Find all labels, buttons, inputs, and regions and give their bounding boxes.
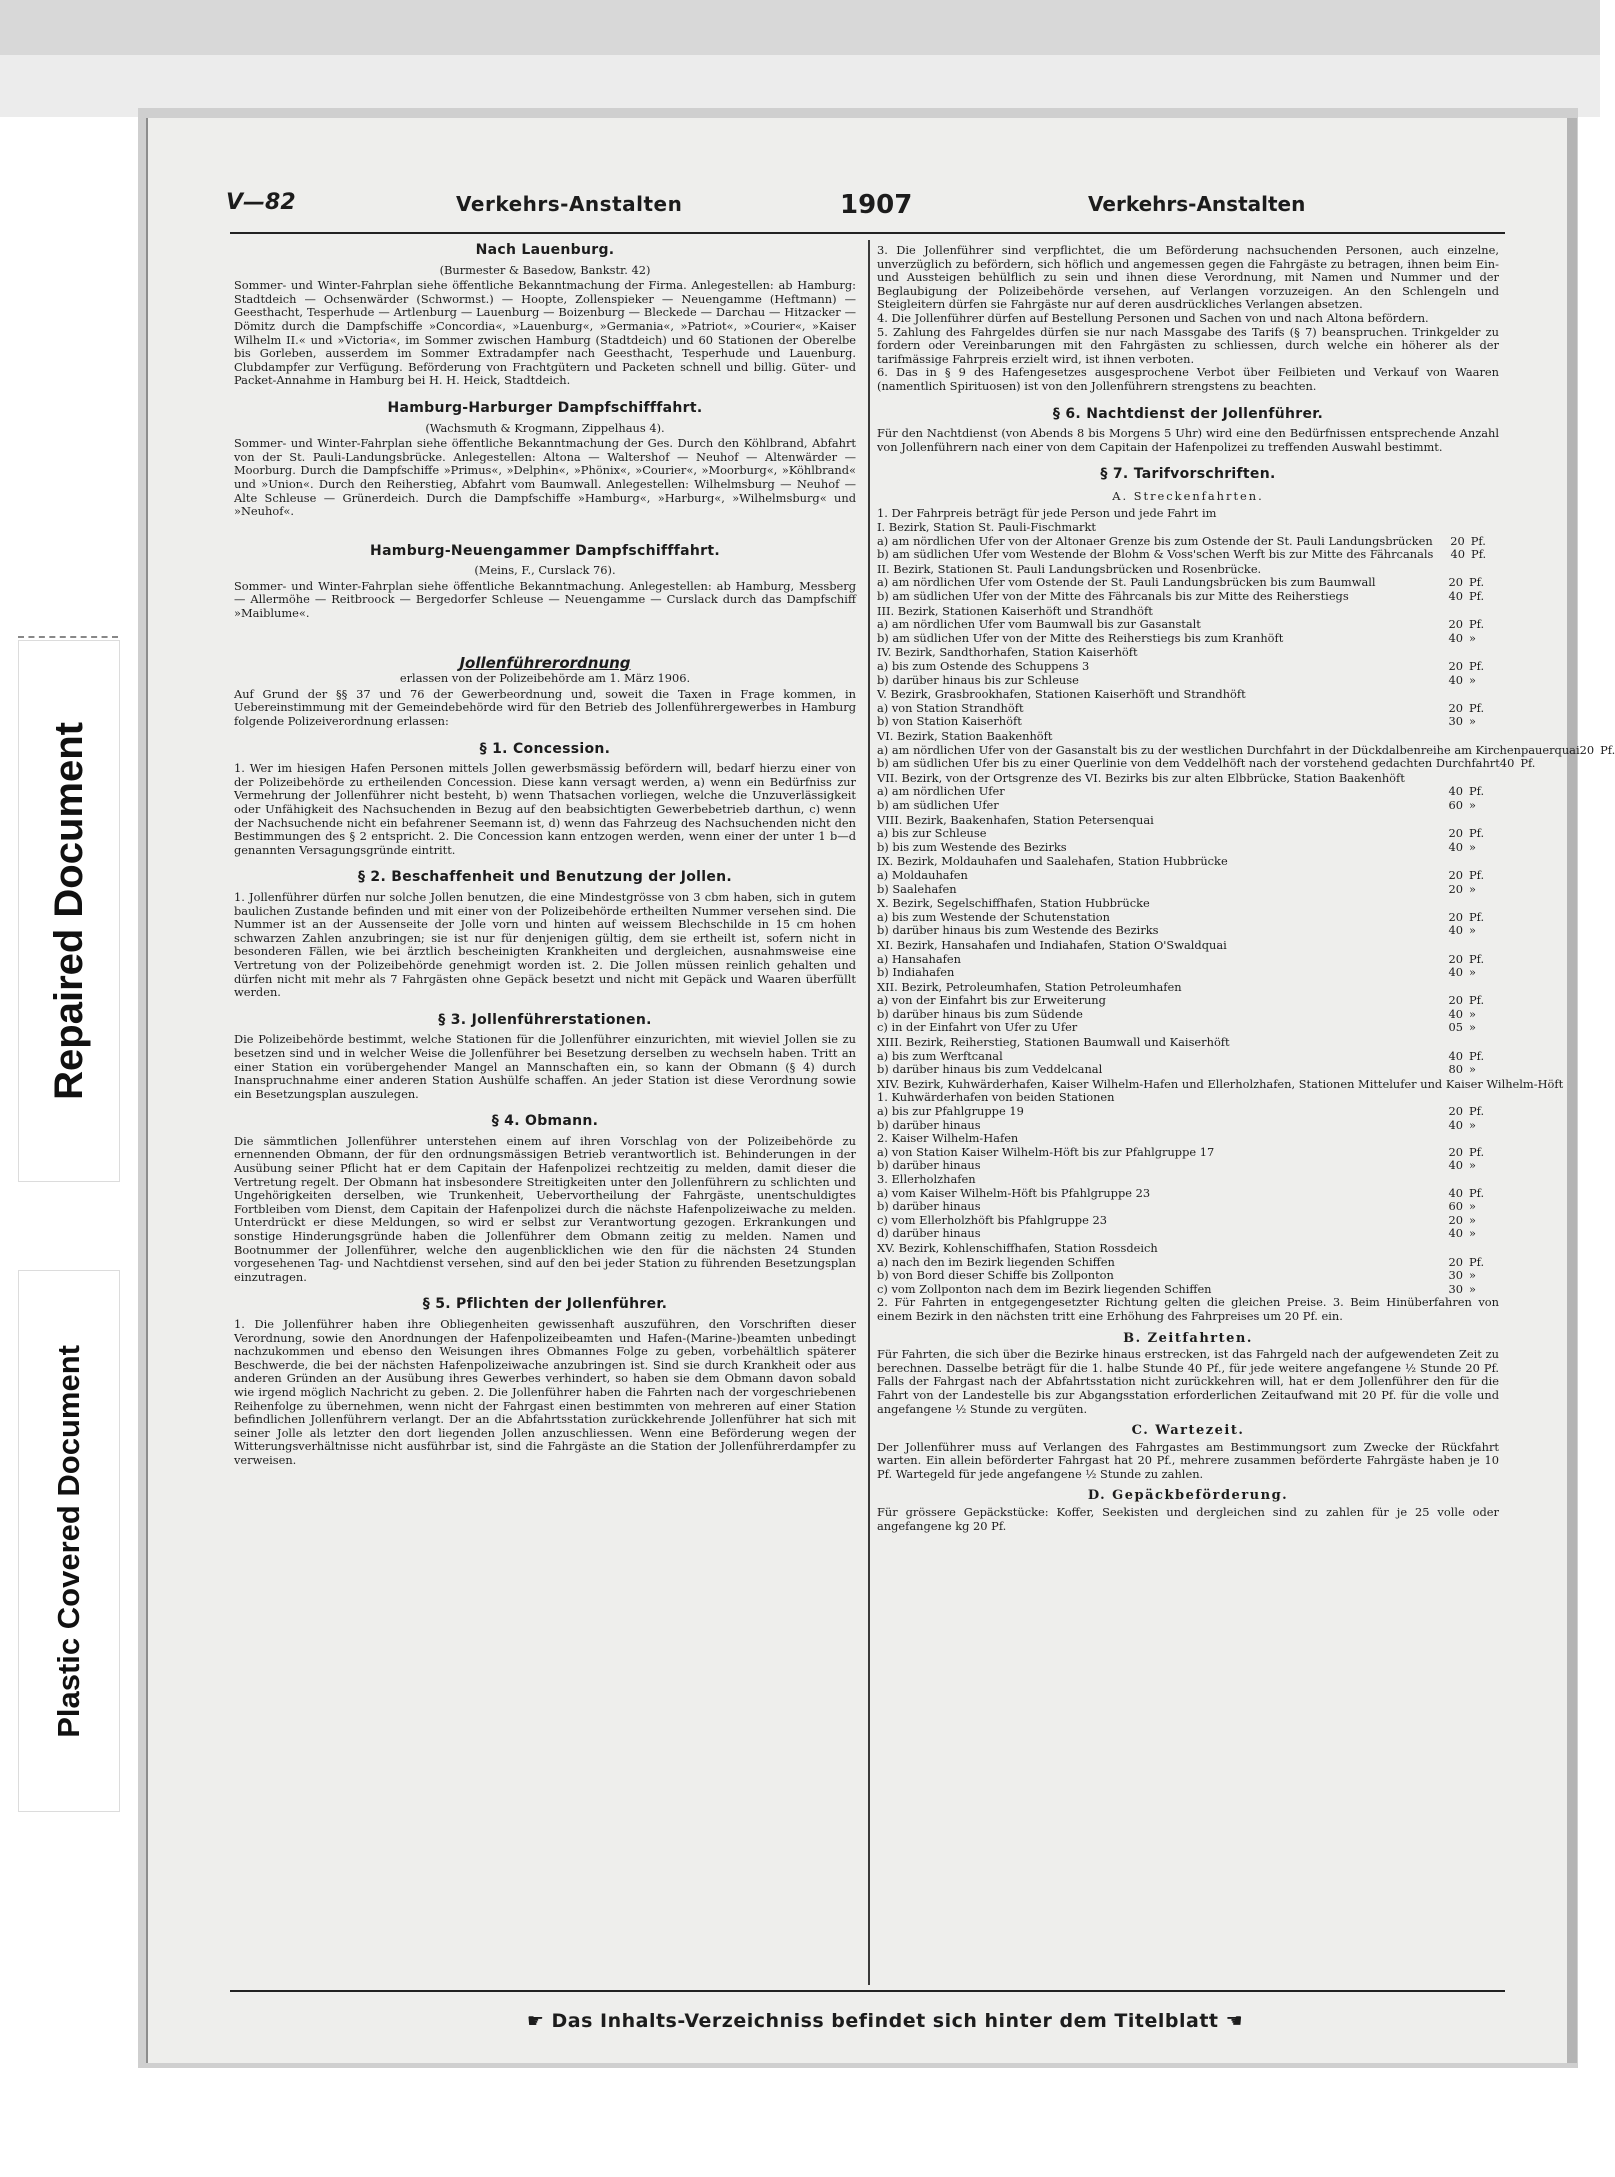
tariff-row-price: 30 (1448, 714, 1463, 729)
tariff-row-label: b) darüber hinaus bis zum Südende (877, 1006, 1083, 1021)
column-divider (868, 240, 870, 1985)
tariff-row-label: a) von Station Kaiser Wilhelm-Höft bis zur Pfahlgruppe 17 (877, 1144, 1215, 1159)
tariff-row-label: IV. Bezirk, Sandthorhafen, Station Kaiserhöft (877, 645, 1138, 660)
section-text: Sommer- und Winter-Fahrplan siehe öffentliche Bekanntmachung der Ges. Durch den Köhlbrand, Abfahrt von der St. Pauli-Landungsbrücke. Anlegestellen: Altona — Waltershof — Neuhof — Altenwärder — Moorburg. Durch die Dampfschiffe »Primus«, »Delphin«, »Phönix«, »Courier«, »Moorburg«, »Köhlbrand« und »Union«. Durch den Reiherstieg, Abfahrt vom Baumwall. Anlegestellen: Wilhelmsburg — Neuhof — Alte Schleuse — Grünerdeich. Durch die Dampfschiffe »Hamburg«, »Harburg«, »Wilhelmsburg« und »Neuhof«. (234, 436, 856, 519)
paragraph-text: 6. Das in § 9 des Hafengesetzes ausgesprochene Verbot über Feilbieten und Verkauf von Waaren (namentlich Spirituosen) ist von den Jollenführern strengstens zu beachten. (877, 365, 1499, 393)
paragraph-text: 3. Die Jollenführer sind verpflichtet, die um Beförderung nachsuchenden Personen, auch einzelne, unverzüglich zu befördern, sich höflich und angemessen gegen die Fahrgäste zu betragen, ihnen beim Ein- und Aussteigen behülflich zu sein und ihnen diese Verordnung, mit Namen und Nummer und der Beglaubigung der Polizeibehörde versehen, auf Verlangen vorzuzeigen. An den Schlengeln und Steigleitern dürfen sie Fahrgäste nur auf deren ausdrückliches Verlangen absetzen. (877, 243, 1499, 312)
tariff-row (877, 1119, 1499, 1133)
tariff-row-label: III. Bezirk, Stationen Kaiserhöft und Strandhöft (877, 603, 1153, 618)
tariff-row-label: b) am südlichen Ufer bis zu einer Querlinie von dem Veddelhöft nach der vorstehend gedachten Durchfahrt (877, 756, 1500, 771)
tariff-row-price: 20 (1448, 617, 1463, 632)
section-text: Sommer- und Winter-Fahrplan siehe öffentliche Bekanntmachung. Anlegestellen: ab Hamburg, Messberg — Allermöhe — Reitbroock — Bergedorfer Schleuse — Neuengamme — Curslack durch das Dampfschiff »Maiblume«. (234, 578, 856, 621)
tariff-row-price: 20 (1448, 1254, 1463, 1269)
tariff-row (877, 827, 1499, 841)
paragraph-text: 1. Jollenführer dürfen nur solche Jollen benutzen, die eine Mindestgrösse von 3 cbm haben, sich in gutem baulichen Zustande befinden und mit einer von der Polizeibehörde ertheilten Nummer versehen sind. Die Nummer ist an der Aussenseite der Jolle vorn und hinten auf weissem Blechschilde in 15 cm hohen schwarzen Zahlen anzubringen; sie ist nur für denjenigen gültig, dem sie ertheilt ist, sofern nicht in besonderen Fällen, wie bei ärztlich bescheinigten Krankheiten und dergleichen, ausnahmsweise eine Vertretung von der Polizeibehörde genehmigt worden ist. 2. Die Jollen müssen reinlich gehalten und dürfen nicht mit mehr als 7 Fahrgästen ohne Gepäck besetzt und nicht mit Gepäck und Waaren überfüllt werden. (234, 889, 856, 1000)
tariff-row (877, 855, 1499, 869)
tariff-row-label: c) vom Zollponton nach dem im Bezirk liegenden Schiffen (877, 1281, 1212, 1296)
tariff-row-label: a) von der Einfahrt bis zur Erweiterung (877, 993, 1106, 1008)
header-year: 1907 (840, 190, 913, 220)
tariff-row-label: b) darüber hinaus (877, 1117, 981, 1132)
ordinance-subtitle: erlassen von der Polizeibehörde am 1. März 1906. (399, 671, 691, 686)
tariff-row-price: 20 (1448, 993, 1463, 1008)
tariff-row (877, 841, 1499, 855)
tariff-row (877, 548, 1499, 562)
paragraph-title: § 5. Pflichten der Jollenführer. (422, 1296, 668, 1313)
pointing-hand-icon: ☛ (526, 2010, 552, 2032)
tariff-row-unit: Pf. (1469, 951, 1485, 966)
tariff-row (877, 1132, 1499, 1146)
tariff-row-price: 40 (1499, 756, 1515, 771)
tariff-row-label: V. Bezirk, Grasbrookhafen, Stationen Kaiserhöft und Strandhöft (877, 687, 1246, 702)
page-header (226, 190, 1311, 224)
tariff-row-price: 40 (1448, 589, 1463, 604)
tariff-row (877, 1050, 1499, 1064)
left-column (234, 244, 856, 1468)
tariff-row-label: b) am südlichen Ufer (877, 797, 999, 812)
tariff-row-price (1429, 1132, 1463, 1146)
tariff-row-unit: Pf. (1469, 867, 1485, 882)
tariff-row-price: 20 (1448, 575, 1463, 590)
tariff-row-label: a) am nördlichen Ufer (877, 784, 1005, 799)
tariff-row-unit (1463, 1173, 1499, 1187)
tariff-row (877, 563, 1499, 577)
section-title: Hamburg-Neuengammer Dampfschifffahrt. (370, 542, 720, 559)
tariff-row-label: XI. Bezirk, Hansahafen und Indiahafen, Station O'Swaldquai (877, 937, 1227, 952)
tariff-row-label: a) nach den im Bezirk liegenden Schiffen (877, 1254, 1115, 1269)
tariff-row-price: 80 (1448, 1062, 1463, 1077)
tariff-subheading: A. Streckenfahrten. (1112, 488, 1264, 503)
tariff-row-unit: Pf. (1469, 659, 1485, 674)
tariff-row-label: II. Bezirk, Stationen St. Pauli Landungsbrücken und Rosenbrücke. (877, 561, 1262, 576)
paragraph-text: Für den Nachtdienst (von Abends 8 bis Morgens 5 Uhr) wird eine den Bedürfnissen entsprechende Anzahl von Jollenführern nach einer von dem Capitain der Hafenpolizei zu treffenden Auswahl bestimmt. (877, 426, 1499, 454)
tariff-row-label: XIII. Bezirk, Reiherstieg, Stationen Baumwall und Kaiserhöft (877, 1035, 1230, 1050)
tariff-row-price (1429, 1242, 1463, 1256)
tariff-row (877, 1227, 1499, 1241)
tariff-row-unit: » (1469, 923, 1476, 938)
tariff-row-price (1429, 1091, 1463, 1105)
tariff-row (877, 660, 1499, 674)
tariff-row-unit: » (1469, 1158, 1476, 1173)
tariff-row (877, 799, 1499, 813)
tariff-row-label: d) darüber hinaus (877, 1226, 981, 1241)
pointing-hand-icon: ☚ (1225, 2010, 1244, 2032)
tariff-row (877, 785, 1499, 799)
tariff-row-price: 40 (1448, 1226, 1463, 1241)
tariff-row-price: 20 (1448, 826, 1463, 841)
tariff-row-label: 3. Ellerholzhafen (877, 1172, 976, 1186)
tariff-row (877, 1214, 1499, 1228)
tariff-row-unit (1463, 605, 1499, 619)
tariff-row-label: a) Moldauhafen (877, 867, 968, 882)
tariff-row-price: 20 (1579, 742, 1595, 757)
tariff-row-unit (1463, 1132, 1499, 1146)
tariff-row (877, 1200, 1499, 1214)
tariff-row (877, 1105, 1499, 1119)
tariff-row-label: b) darüber hinaus (877, 1199, 981, 1214)
header-rule (230, 232, 1505, 234)
tariff-row-unit (1463, 855, 1499, 869)
tariff-row-label: a) bis zur Pfahlgruppe 19 (877, 1104, 1024, 1119)
tariff-row-label: I. Bezirk, Station St. Pauli-Fischmarkt (877, 520, 1096, 535)
tariff-row-unit: Pf. (1469, 1104, 1485, 1119)
header-right-title: Verkehrs-Anstalten (1088, 192, 1306, 216)
tariff-row-label: b) von Bord dieser Schiffe bis Zollponton (877, 1268, 1114, 1283)
tariff-row-price: 20 (1448, 1144, 1463, 1159)
paragraph-text: Die sämmtlichen Jollenführer unterstehen einem auf ihren Vorschlag von der Polizeibehörde zu ernennenden Obmann, der für den ordnungsmässigen Betrieb verantwortlich ist. Behinderungen in der Ausübung seiner Pflicht hat er dem Capitain der Hafenpolizei rechtzeitig zu melden, damit dieser die Vertretung regelt. Der Obmann hat insbesondere Streitigkeiten unter den Jollenführern zu schlichten und Ungehörigkeiten derselben, wie Trunkenheit, Uebervortheilung der Fahrgäste, unentschuldigtes Fortbleiben vom Dienst, dem Capitain der Hafenpolizei durch die nächste Hafenpolizeiwache zu melden. Unterdrückt er diese Meldungen, so wird er selbst zur Verantwortung gezogen. Erkrankungen und sonstige Hinderungsgründe haben die Jollenführer dem Obmann zeitig zu melden. Namen und Bootnummer der Jollenführer, welche den augenblicklichen wie den für die nächsten 24 Stunden vorgesehenen Tag- und Nachtdienst versehen, sind auf den bei jeder Station zu führenden Besetzungsplan einzutragen. (234, 1133, 856, 1284)
tariff-row-unit: Pf. (1469, 575, 1485, 590)
tariff-row-unit: Pf. (1469, 1144, 1485, 1159)
tariff-row-label: X. Bezirk, Segelschiffhafen, Station Hubbrücke (877, 896, 1150, 911)
tariff-row-price: 05 (1448, 1020, 1463, 1035)
repaired-label-text: Repaired Document (46, 722, 91, 1100)
tariff-row-unit: » (1469, 714, 1476, 729)
ordinance-title: Jollenführerordnung (459, 653, 631, 672)
tariff-row-unit: Pf. (1469, 784, 1485, 799)
tariff-row-price: 20 (1448, 881, 1463, 896)
tariff-row (877, 1269, 1499, 1283)
tariff-row-unit (1463, 563, 1499, 577)
plastic-covered-label (18, 1270, 120, 1812)
paragraph-text: Für grössere Gepäckstücke: Koffer, Seekisten und dergleichen sind zu zahlen für je 25 volle oder angefangene kg 20 Pf. (877, 1505, 1499, 1533)
tariff-row-label: b) darüber hinaus bis zur Schleuse (877, 672, 1079, 687)
tariff-row (877, 674, 1499, 688)
tariff-row (877, 715, 1499, 729)
tariff-row (877, 1036, 1499, 1050)
tariff-row-price: 30 (1448, 1268, 1463, 1283)
tariff-row-price (1429, 897, 1463, 911)
paragraph-title: § 3. Jollenführerstationen. (438, 1011, 652, 1028)
tariff-row-unit (1463, 897, 1499, 911)
tariff-row-price: 40 (1448, 1006, 1463, 1021)
paragraph-title: § 4. Obmann. (491, 1113, 599, 1130)
tariff-row-label: 2. Kaiser Wilhelm-Hafen (877, 1131, 1019, 1146)
tariff-row (877, 1159, 1499, 1173)
tariff-row (877, 605, 1499, 619)
tariff-row-unit: Pf. (1470, 533, 1486, 548)
tariff-row-price: 20 (1448, 867, 1463, 882)
tariff-row-label: XII. Bezirk, Petroleumhafen, Station Petroleumhafen (877, 979, 1182, 994)
tariff-row (877, 1063, 1499, 1077)
tariff-row-label: b) Indiahafen (877, 965, 955, 980)
tariff-row-unit: » (1469, 1006, 1476, 1021)
tariff-row-price: 40 (1448, 965, 1463, 980)
tariff-row-unit: » (1469, 965, 1476, 980)
tariff-row-unit: Pf. (1469, 700, 1485, 715)
tariff-row-unit (1463, 1091, 1499, 1105)
tariff-row-label: a) von Station Strandhöft (877, 700, 1024, 715)
tariff-row-unit (1463, 981, 1499, 995)
tariff-row (877, 1187, 1499, 1201)
tariff-row (877, 1021, 1499, 1035)
tariff-row-unit: » (1469, 797, 1476, 812)
paragraph-title: § 7. Tarifvorschriften. (1100, 466, 1276, 483)
ordinance-intro: Auf Grund der §§ 37 und 76 der Gewerbeordnung und, soweit die Taxen in Frage kommen, in Uebereinstimmung mit der Gemeindebehörde wird für den Betrieb des Jollenführergewerbes in Hamburg folgende Polizeiverordnung erlassen: (234, 686, 856, 729)
tariff-row-label: XIV. Bezirk, Kuhwärderhafen, Kaiser Wilhelm-Hafen und Ellerholzhafen, Stationen Mittelufer und Kaiser Wilhelm-Höft (877, 1076, 1564, 1091)
tariff-row-unit: » (1469, 1226, 1476, 1241)
scanner-background-top (0, 0, 1600, 55)
tariff-row (877, 1008, 1499, 1022)
tariff-row (877, 814, 1499, 828)
tariff-row-price (1429, 563, 1463, 577)
section-title: Nach Lauenburg. (475, 242, 615, 258)
tariff-row-label: XV. Bezirk, Kohlenschiffhafen, Station Rossdeich (877, 1240, 1158, 1255)
footer-text: Das Inhalts-Verzeichniss befindet sich hinter dem Titelblatt (551, 2010, 1219, 2032)
repaired-document-label (18, 640, 120, 1182)
tariff-row-label: b) darüber hinaus (877, 1158, 981, 1173)
tariff-row-unit (1463, 1242, 1499, 1256)
tariff-row-unit: » (1469, 1062, 1476, 1077)
tariff-row-label: a) Hansahafen (877, 951, 961, 966)
tariff-row-unit: Pf. (1469, 993, 1485, 1008)
tariff-row-label: c) vom Ellerholzhöft bis Pfahlgruppe 23 (877, 1212, 1107, 1227)
tariff-row-unit: Pf. (1471, 547, 1487, 562)
tariff-row-price (1429, 814, 1463, 828)
tariff-row-unit: » (1469, 1268, 1476, 1283)
paragraph-title: § 6. Nachtdienst der Jollenführer. (1052, 405, 1324, 422)
tariff-row-unit: Pf. (1469, 826, 1485, 841)
tariff-row (877, 576, 1499, 590)
tariff-row-label: a) bis zum Westende der Schutenstation (877, 909, 1110, 924)
tariff-row (877, 618, 1499, 632)
tariff-row-unit (1463, 730, 1499, 744)
tariff-row-unit: Pf. (1469, 589, 1485, 604)
tariff-row-label: IX. Bezirk, Moldauhafen und Saalehafen, Station Hubbrücke (877, 854, 1228, 869)
tariff-row-unit (1463, 772, 1499, 786)
tariff-row-unit (1563, 1078, 1569, 1092)
tariff-row-unit: » (1469, 881, 1476, 896)
tariff-row-price (1429, 521, 1463, 535)
tariff-subheading: D. Gepäckbeförderung. (1087, 1488, 1289, 1504)
paragraph-text: 4. Die Jollenführer dürfen auf Bestellung Personen und Sachen von und nach Altona befördern. (877, 310, 1429, 325)
tariff-row-unit: » (1469, 839, 1476, 854)
paragraph-text: Der Jollenführer muss auf Verlangen des Fahrgastes am Bestimmungsort zum Zwecke der Rückfahrt warten. Ein allein beförderter Fahrgast hat 20 Pf., mehrere zusammen beförderte Fahrgäste haben je 10 Pf. Wartegeld für jede angefangene ½ Stunde zu zahlen. (877, 1439, 1499, 1481)
tariff-row-unit: Pf. (1600, 742, 1615, 757)
tariff-row-label: b) am südlichen Ufer von der Mitte des Reiherstiegs bis zum Kranhöft (877, 630, 1284, 645)
tariff-row-price: 40 (1448, 923, 1463, 938)
tariff-row (877, 702, 1499, 716)
tariff-row-label: b) am südlichen Ufer von der Mitte des Fährcanals bis zur Mitte des Reiherstiegs (877, 589, 1349, 604)
paragraph-title: § 1. Concession. (479, 740, 611, 757)
tariff-row (877, 742, 1615, 758)
tariff-row (877, 897, 1499, 911)
paragraph-text: Die Polizeibehörde bestimmt, welche Stationen für die Jollenführer einzurichten, mit wieviel Jollen sie zu besetzen sind und in welcher Weise die Jollenführer bei Besetzung derselben zu wechseln haben. Tritt an einer Station ein vorübergehender Mangel an Mannschaften ein, so kann der Obmann (§ 4) durch Inanspruchnahme einer anderen Station Aushülfe schaffen. An jeder Station ist diese Verordnung sowie ein Besetzungsplan auszulegen. (234, 1032, 856, 1101)
tariff-row (877, 1173, 1499, 1187)
tariff-intro: 1. Der Fahrpreis beträgt für jede Person und jede Fahrt im (877, 505, 1217, 520)
tariff-row-price (1429, 855, 1463, 869)
tariff-row-price (1429, 688, 1463, 702)
tariff-row-price: 60 (1448, 797, 1463, 812)
tariff-row-label: VI. Bezirk, Station Baakenhöft (877, 729, 1053, 743)
tariff-row-label: a) bis zum Werftcanal (877, 1048, 1003, 1063)
tariff-row (877, 646, 1499, 660)
tariff-row (877, 1283, 1499, 1297)
tariff-row (877, 632, 1499, 646)
tariff-row (877, 1076, 1564, 1092)
tariff-row-price: 40 (1448, 672, 1463, 687)
tariff-row-label: b) darüber hinaus bis zum Veddelcanal (877, 1062, 1103, 1077)
tariff-row-unit: » (1469, 1020, 1476, 1035)
tariff-row-price: 40 (1448, 630, 1463, 645)
tariff-row-label: b) bis zum Westende des Bezirks (877, 839, 1067, 854)
tariff-row-unit: Pf. (1469, 617, 1485, 632)
tariff-row (877, 883, 1499, 897)
tariff-row-unit: Pf. (1520, 756, 1536, 771)
tariff-row-price (1429, 605, 1463, 619)
tariff-row-unit: Pf. (1469, 1048, 1485, 1063)
section-subtitle: (Meins, F., Curslack 76). (474, 563, 616, 578)
plastic-label-text: Plastic Covered Document (51, 1344, 86, 1738)
tariff-row (877, 756, 1536, 771)
tariff-row-label: b) darüber hinaus bis zum Westende des Bezirks (877, 923, 1159, 938)
tariff-row-unit: Pf. (1469, 1254, 1485, 1269)
tariff-row-unit: » (1469, 1117, 1476, 1132)
tariff-row-price (1429, 1173, 1463, 1187)
tariff-row-price (1429, 730, 1463, 744)
tariff-row-unit (1463, 814, 1499, 828)
tariff-row (877, 590, 1499, 604)
tariff-row-unit: Pf. (1469, 909, 1485, 924)
tariff-subheading: C. Wartezeit. (1131, 1423, 1245, 1439)
tariff-row-label: b) am südlichen Ufer vom Westende der Blohm & Voss'schen Werft bis zur Mitte des Fährcanals (877, 547, 1434, 562)
tariff-row-label: 1. Kuhwärderhafen von beiden Stationen (877, 1090, 1115, 1105)
tariff-row-unit: Pf. (1469, 1185, 1485, 1200)
tariff-row-label: a) bis zum Ostende des Schuppens 3 (877, 659, 1090, 674)
tariff-row-price: 20 (1448, 659, 1463, 674)
tariff-row-price: 40 (1448, 1158, 1463, 1173)
tariff-row-unit (1463, 688, 1499, 702)
tariff-row-price: 40 (1448, 784, 1463, 799)
tariff-row-price: 40 (1448, 1117, 1463, 1132)
tariff-row-price (1429, 1036, 1463, 1050)
section-title: Hamburg-Harburger Dampfschifffahrt. (387, 399, 703, 416)
tariff-row-label: a) bis zur Schleuse (877, 826, 987, 841)
tariff-row-unit: » (1469, 1212, 1476, 1227)
paragraph-text: 5. Zahlung des Fahrgeldes dürfen sie nur nach Massgabe des Tarifs (§ 7) beanspruchen. Trinkgelder zu fordern oder Vereinbarungen mit den Fahrgästen zu schliessen, durch welche ein höherer als der tarifmässige Fahrpreis erzielt wird, ist ihnen verboten. (877, 324, 1499, 366)
tariff-row-unit: » (1469, 672, 1476, 687)
tariff-row-label: b) Saalehafen (877, 881, 957, 896)
tariff-row-price: 40 (1448, 839, 1463, 854)
tariff-row (877, 730, 1499, 744)
tariff-row-label: a) vom Kaiser Wilhelm-Höft bis Pfahlgruppe 23 (877, 1185, 1151, 1200)
tariff-row (877, 994, 1499, 1008)
tariff-row-price: 20 (1448, 951, 1463, 966)
tariff-row-price: 40 (1448, 1048, 1463, 1063)
tariff-row-price (1429, 981, 1463, 995)
paragraph-title: § 2. Beschaffenheit und Benutzung der Jollen. (357, 869, 733, 886)
tariff-row-label: a) am nördlichen Ufer vom Ostende der St. Pauli Landungsbrücken bis zum Baumwall (877, 575, 1376, 590)
section-text: Sommer- und Winter-Fahrplan siehe öffentliche Bekanntmachung der Firma. Anlegestellen: ab Hamburg: Stadtdeich — Ochsenwärder (Schwormst.) — Hoopte, Zollenspieker — Neuengamme (Heftmann) — Geesthacht, Tesperhude — Artlenburg — Lauenburg — Boizenburg — Bleckede — Darchau — Hitzacker — Dömitz durch die Dampfschiffe »Concordia«, »Lauenburg«, »Germania«, »Patriot«, »Courier«, »Kaiser Wilhelm II.« und »Victoria«, im Sommer zwischen Hamburg (Stadtdeich) und 60 Stationen der Oberelbe bis Gorleben, ausserdem im Sommer Extradampfer nach Geesthacht, Tesperhude und Lauenburg. Clubdampfer zur Verfügung. Beförderung von Frachtgütern und Packeten schnell und billig. Güter- und Packet-Annahme in Hamburg bei H. H. Heick, Stadtdeich. (234, 278, 856, 388)
tariff-row (877, 869, 1499, 883)
tariff-row (877, 981, 1499, 995)
tariff-row-price: 20 (1448, 1212, 1463, 1227)
tariff-row-price: 20 (1448, 700, 1463, 715)
tariff-row-price (1429, 646, 1463, 660)
right-column (877, 243, 1615, 1533)
paragraph-text: Für Fahrten, die sich über die Bezirke hinaus erstrecken, ist das Fahrgeld nach der aufgewendeten Zeit zu berechnen. Dasselbe beträgt für die 1. halbe Stunde 40 Pf., für jede weitere angefangene ½ Stunde 20 Pf. Falls der Fahrgast nach der Abfahrtsstation nicht zurückkehren will, hat er dem Jollenführer den für die Fahrt von der Landestelle bis zur Abgangsstation erforderlichen Zeitaufwand mit 20 Pf. für die volle und angefangene ½ Stunde zu vergüten. (877, 1347, 1499, 1416)
tariff-row-unit (1463, 646, 1499, 660)
tariff-row-price: 20 (1448, 1104, 1463, 1119)
tariff-row-price: 20 (1448, 909, 1463, 924)
tariff-row (877, 1091, 1499, 1105)
footer-rule (230, 1990, 1505, 1992)
tariff-row (877, 1242, 1499, 1256)
tariff-row-price (1429, 939, 1463, 953)
tariff-row-label: a) am nördlichen Ufer von der Gasanstalt bis zu der westlichen Durchfahrt in der Dückdalbenreihe am Kirchenpauerquai (877, 742, 1580, 757)
tariff-row (877, 966, 1499, 980)
paragraph-text: 1. Die Jollenführer haben ihre Obliegenheiten gewissenhaft auszuführen, den Vorschriften dieser Verordnung, sowie den Anordnungen der Hafenpolizeibeamten und Hafen-(Marine-)beamten unbedingt nachzukommen und ebenso den Weisungen ihres Obmannes Folge zu geben, vorbehältlich späterer Beschwerde, die bei der nächsten Hafenpolizeiwache anzubringen ist. Sind sie durch Krankheit oder aus anderen Gründen an der Ausübung ihres Gewerbes verhindert, so haben sie dem Obmann davon sobald wie irgend möglich Nachricht zu geben. 2. Die Jollenführer haben die Fahrten nach der vorgeschriebenen Reihenfolge zu übernehmen, wenn nicht der Fahrgast einen bestimmten von mehreren auf einer Station befindlichen Jollenführern verlangt. Der an die Abfahrtsstation zurückkehrende Jollenführer hat sich mit seiner Jolle als letzter den dort liegenden Jollen anzuschliessen. Wenn eine Beförderung wegen der Witterungsverhältnisse nicht ausführbar ist, sind die Fahrgäste an die Station der Jollenführerdampfer zu verweisen. (234, 1317, 856, 1467)
tariff-row-unit (1463, 1036, 1499, 1050)
tariff-row-price: 40 (1450, 547, 1466, 562)
tariff-row-price: 30 (1448, 1281, 1463, 1296)
tariff-row (877, 521, 1499, 535)
tariff-row-label: c) in der Einfahrt von Ufer zu Ufer (877, 1020, 1078, 1035)
tariff-row (877, 911, 1499, 925)
tariff-row-label: b) von Station Kaiserhöft (877, 714, 1022, 729)
tariff-row (877, 772, 1499, 786)
section-subtitle: (Burmester & Basedow, Bankstr. 42) (439, 262, 651, 277)
tariff-row-label: a) am nördlichen Ufer vom Baumwall bis zur Gasanstalt (877, 617, 1201, 632)
section-subtitle: (Wachsmuth & Krogmann, Zippelhaus 4). (425, 420, 665, 435)
header-left-title: Verkehrs-Anstalten (456, 192, 683, 216)
tariff-row-price: 60 (1448, 1199, 1463, 1214)
tariff-row (877, 535, 1499, 549)
tariff-subheading: B. Zeitfahrten. (1123, 1330, 1253, 1346)
paragraph-text: 1. Wer im hiesigen Hafen Personen mittels Jollen gewerbsmässig befördern will, bedarf hierzu einer von der Polizeibehörde zu ertheilenden Concession. Diese kann versagt werden, a) wenn ein Bedürfniss zur Vermehrung der Jollenführer nicht besteht, b) wenn Thatsachen vorliegen, welche die Unzuverlässigkeit oder Unfähigkeit des Nachsuchenden in Bezug auf den beabsichtigten Gewerbebetrieb darthun, c) wenn der Nachsuchende nicht ein befahrener Seemann ist, d) wenn das Fahrzeug des Nachsuchenden nicht den Bestimmungen des § 2 entspricht. 2. Die Concession kann entzogen werden, wenn einer der unter 1 b—d genannten Versagungsgründe eintritt. (234, 761, 856, 857)
tariff-notes: 2. Für Fahrten in entgegengesetzter Richtung gelten die gleichen Preise. 3. Beim Hinüberfahren von einem Bezirk in den nächsten tritt eine Erhöhung des Fahrpreises um 20 Pf. ein. (877, 1295, 1499, 1323)
tariff-row-label: VII. Bezirk, von der Ortsgrenze des VI. Bezirks bis zur alten Elbbrücke, Station Baakenhöft (877, 770, 1405, 785)
tariff-row-price (1429, 772, 1463, 786)
tariff-row (877, 688, 1499, 702)
tariff-row-unit: » (1469, 1199, 1476, 1214)
tariff-row (877, 924, 1499, 938)
tariff-table (877, 520, 1615, 1296)
tariff-row-price: 20 (1450, 533, 1465, 548)
label-divider (18, 636, 118, 638)
footer-note (470, 2010, 1300, 2032)
page-number: V—82 (226, 190, 296, 215)
tariff-row (877, 1256, 1499, 1270)
tariff-row-unit (1463, 939, 1499, 953)
tariff-row-price: 40 (1448, 1185, 1463, 1200)
tariff-row (877, 939, 1499, 953)
tariff-row-label: VIII. Bezirk, Baakenhafen, Station Petersenquai (877, 812, 1154, 827)
tariff-row (877, 953, 1499, 967)
tariff-row (877, 1146, 1499, 1160)
tariff-row-unit: » (1469, 630, 1476, 645)
tariff-row-label: a) am nördlichen Ufer von der Altonaer Grenze bis zum Ostende der St. Pauli Landungsbrücken (877, 533, 1433, 548)
tariff-row-unit: » (1469, 1281, 1476, 1296)
tariff-row-unit (1463, 521, 1499, 535)
